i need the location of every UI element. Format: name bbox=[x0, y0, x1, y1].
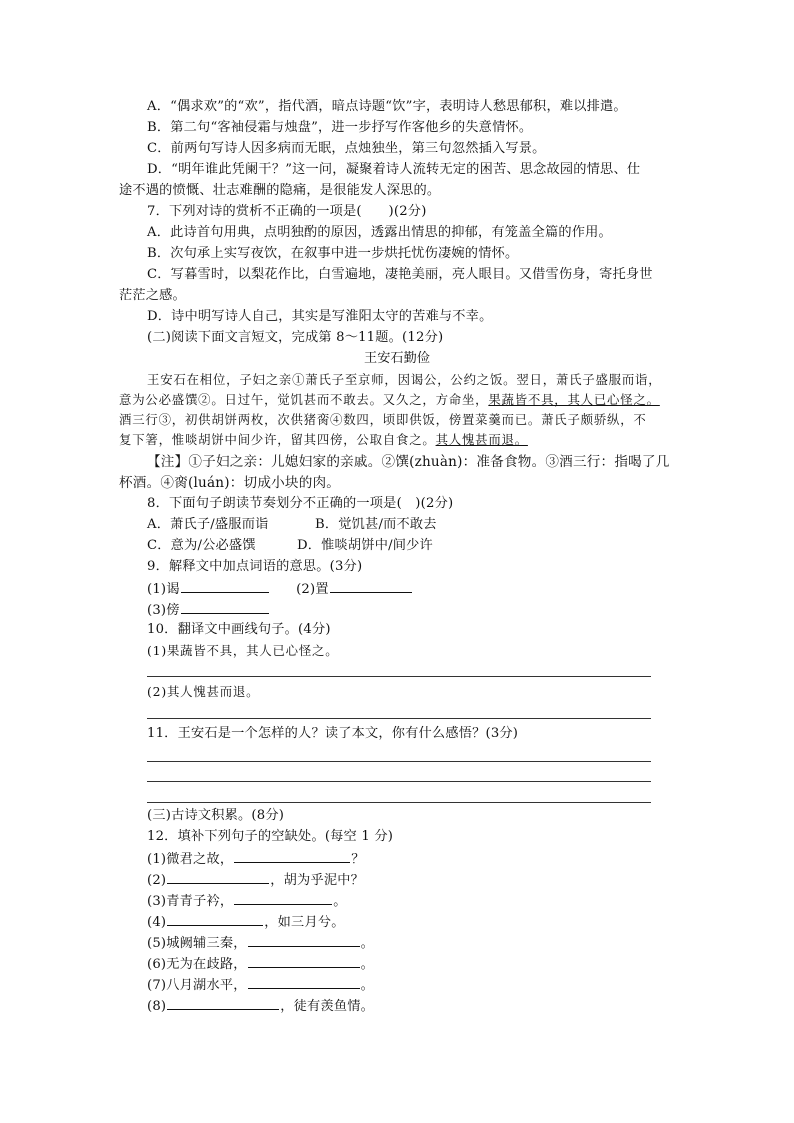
q8-option-b: B．觉饥甚/而不敢去 bbox=[315, 517, 437, 532]
notes-line-1: 【注】①子妇之亲：儿媳妇家的亲戚。②馔(zhuàn)：准备食物。③酒三行：指喝了几 bbox=[147, 454, 670, 470]
q7-option-a: A．此诗首句用典，点明独酌的原因，透露出情思的抑郁，有笼盖全篇的作用。 bbox=[147, 225, 612, 240]
q12-item-5-suffix: 。 bbox=[360, 936, 374, 951]
q7-option-c-cont: 茫茫之感。 bbox=[119, 288, 186, 303]
q12-item-6-suffix: 。 bbox=[360, 957, 374, 972]
q12-blank-8[interactable] bbox=[167, 995, 279, 1010]
q9-row-2 bbox=[147, 599, 270, 621]
underlined-sentence-2: 其人愧甚而退。 bbox=[435, 432, 528, 447]
q12-stem: 12．填补下列句子的空缺处。(每空 1 分) bbox=[147, 829, 394, 844]
q11-answer-line-1[interactable] bbox=[147, 761, 651, 762]
q6-option-c: C．前两句写诗人因多病而无眠，点烛独坐，第三句忽然插入写景。 bbox=[147, 141, 546, 156]
q12-item-8 bbox=[147, 995, 374, 1017]
q10-answer-line-2[interactable] bbox=[147, 718, 651, 719]
q12-item-2 bbox=[147, 869, 364, 891]
q6-option-a: A．“偶求欢”的“欢”，指代酒，暗点诗题“饮”字，表明诗人愁思郁积，难以排遣。 bbox=[147, 99, 627, 114]
q12-item-2-suffix: ，胡为乎泥中？ bbox=[270, 873, 364, 888]
q12-blank-1[interactable] bbox=[234, 848, 350, 863]
q9-blank-3[interactable] bbox=[181, 599, 269, 614]
underlined-sentence-1: 果蔬皆不具，其人已心怪之。 bbox=[488, 392, 660, 407]
passage-title: 王安石勤俭 bbox=[364, 351, 430, 366]
q9-stem: 9．解释文中加点词语的意思。(3分) bbox=[147, 559, 363, 574]
q6-option-d: D．“明年谁此凭阑干？”这一问，凝聚着诗人流转无定的困苦、思念故园的情思、仕 bbox=[147, 162, 641, 177]
q12-item-8-prefix: (8) bbox=[147, 999, 167, 1014]
q11-answer-line-2[interactable] bbox=[147, 781, 651, 782]
q9-row-1 bbox=[147, 578, 413, 600]
q9-blank-2[interactable] bbox=[330, 578, 412, 593]
q6-option-b: B．第二句“客袖侵霜与烛盘”，进一步抒写作客他乡的失意情怀。 bbox=[147, 120, 533, 135]
q8-option-a: A．萧氏子/盛服而诣 bbox=[147, 517, 269, 532]
q12-item-3 bbox=[147, 890, 347, 912]
q8-stem: 8．下面句子朗读节奏划分不正确的一项是( )(2分) bbox=[147, 496, 454, 511]
q12-item-4 bbox=[147, 911, 345, 933]
passage-line-1: 王安石在相位，子妇之亲①萧氏子至京师，因谒公，公约之饭。翌日，萧氏子盛服而诣， bbox=[147, 372, 662, 387]
q12-item-3-suffix: 。 bbox=[333, 894, 347, 909]
q12-blank-7[interactable] bbox=[248, 974, 360, 989]
passage-line-2 bbox=[119, 390, 660, 410]
q6-option-d-cont: 途不遇的愤慨、壮志难酬的隐痛，是很能发人深思的。 bbox=[119, 183, 441, 198]
section3-heading: (三)古诗文积累。(8分) bbox=[147, 808, 285, 823]
q12-blank-6[interactable] bbox=[248, 953, 360, 968]
q12-item-7-suffix: 。 bbox=[360, 978, 374, 993]
q12-item-6 bbox=[147, 953, 374, 975]
q12-item-2-prefix: (2) bbox=[147, 873, 167, 888]
q12-item-7-prefix: (7)八月湖水平， bbox=[147, 978, 247, 993]
q12-item-8-suffix: ，徒有羡鱼情。 bbox=[280, 999, 374, 1014]
q12-item-6-prefix: (6)无为在歧路， bbox=[147, 957, 247, 972]
q12-blank-4[interactable] bbox=[167, 911, 263, 926]
q8-option-c: C．意为/公必盛馔 bbox=[147, 538, 256, 553]
q12-blank-5[interactable] bbox=[248, 932, 360, 947]
q12-item-4-prefix: (4) bbox=[147, 915, 167, 930]
passage-line-3: 酒三行③，初供胡饼两枚，次供猪脔④数四，顷即供饭，傍置菜羹而已。萧氏子颇骄纵，不 bbox=[119, 412, 647, 427]
q12-item-4-suffix: ，如三月兮。 bbox=[264, 915, 345, 930]
q9-word-3: (3)傍 bbox=[147, 603, 180, 618]
q9-blank-1[interactable] bbox=[181, 578, 269, 593]
q9-word-2: (2)置 bbox=[296, 582, 329, 597]
q12-item-5 bbox=[147, 932, 374, 954]
passage-line-2-text: 意为公必盛馔②。日过午，觉饥甚而不敢去。又久之，方命坐， bbox=[119, 392, 489, 407]
q11-answer-line-3[interactable] bbox=[147, 802, 651, 803]
q7-option-c: C．写暮雪时，以梨花作比，白雪遍地，凄艳美丽，亮人眼目。又借雪伤身，寄托身世 bbox=[147, 267, 653, 282]
q10-sentence-1: (1)果蔬皆不具，其人已心怪之。 bbox=[147, 643, 339, 658]
q7-stem: 7．下列对诗的赏析不正确的一项是( )(2分) bbox=[147, 204, 427, 219]
q12-item-1-prefix: (1)微君之故， bbox=[147, 852, 234, 867]
q9-word-1: (1)谒 bbox=[147, 582, 180, 597]
section2-heading: (二)阅读下面文言短文，完成第 8～11题。(12分) bbox=[147, 330, 444, 345]
q12-item-1-suffix: ？ bbox=[351, 852, 365, 867]
q12-item-1 bbox=[147, 848, 365, 870]
q11-stem: 11．王安石是一个怎样的人？读了本文，你有什么感悟？(3分) bbox=[147, 726, 519, 741]
passage-line-4-text: 复下箸，惟啖胡饼中间少许，留其四傍，公取自食之。 bbox=[119, 432, 436, 447]
q12-item-5-prefix: (5)城阙辅三秦， bbox=[147, 936, 247, 951]
q10-stem: 10．翻译文中画线句子。(4分) bbox=[147, 622, 331, 637]
q7-option-b: B．次句承上实写夜饮，在叙事中进一步烘托忧伤凄婉的情怀。 bbox=[147, 246, 519, 261]
q8-option-d: D．惟啖胡饼中/间少许 bbox=[297, 538, 433, 553]
notes-line-2: 杯酒。④脔(luán)：切成小块的肉。 bbox=[119, 475, 341, 491]
q7-option-d: D．诗中明写诗人自己，其实是写淮阳太守的苦难与不幸。 bbox=[147, 309, 493, 324]
q12-item-7 bbox=[147, 974, 374, 996]
q10-sentence-2: (2)其人愧甚而退。 bbox=[147, 684, 260, 699]
q8-row-2 bbox=[147, 536, 433, 556]
q10-answer-line-1[interactable] bbox=[147, 676, 651, 677]
passage-line-4 bbox=[119, 430, 528, 450]
q12-blank-3[interactable] bbox=[234, 890, 332, 905]
q12-blank-2[interactable] bbox=[167, 869, 269, 884]
q8-row-1 bbox=[147, 515, 437, 535]
q12-item-3-prefix: (3)青青子衿， bbox=[147, 894, 234, 909]
